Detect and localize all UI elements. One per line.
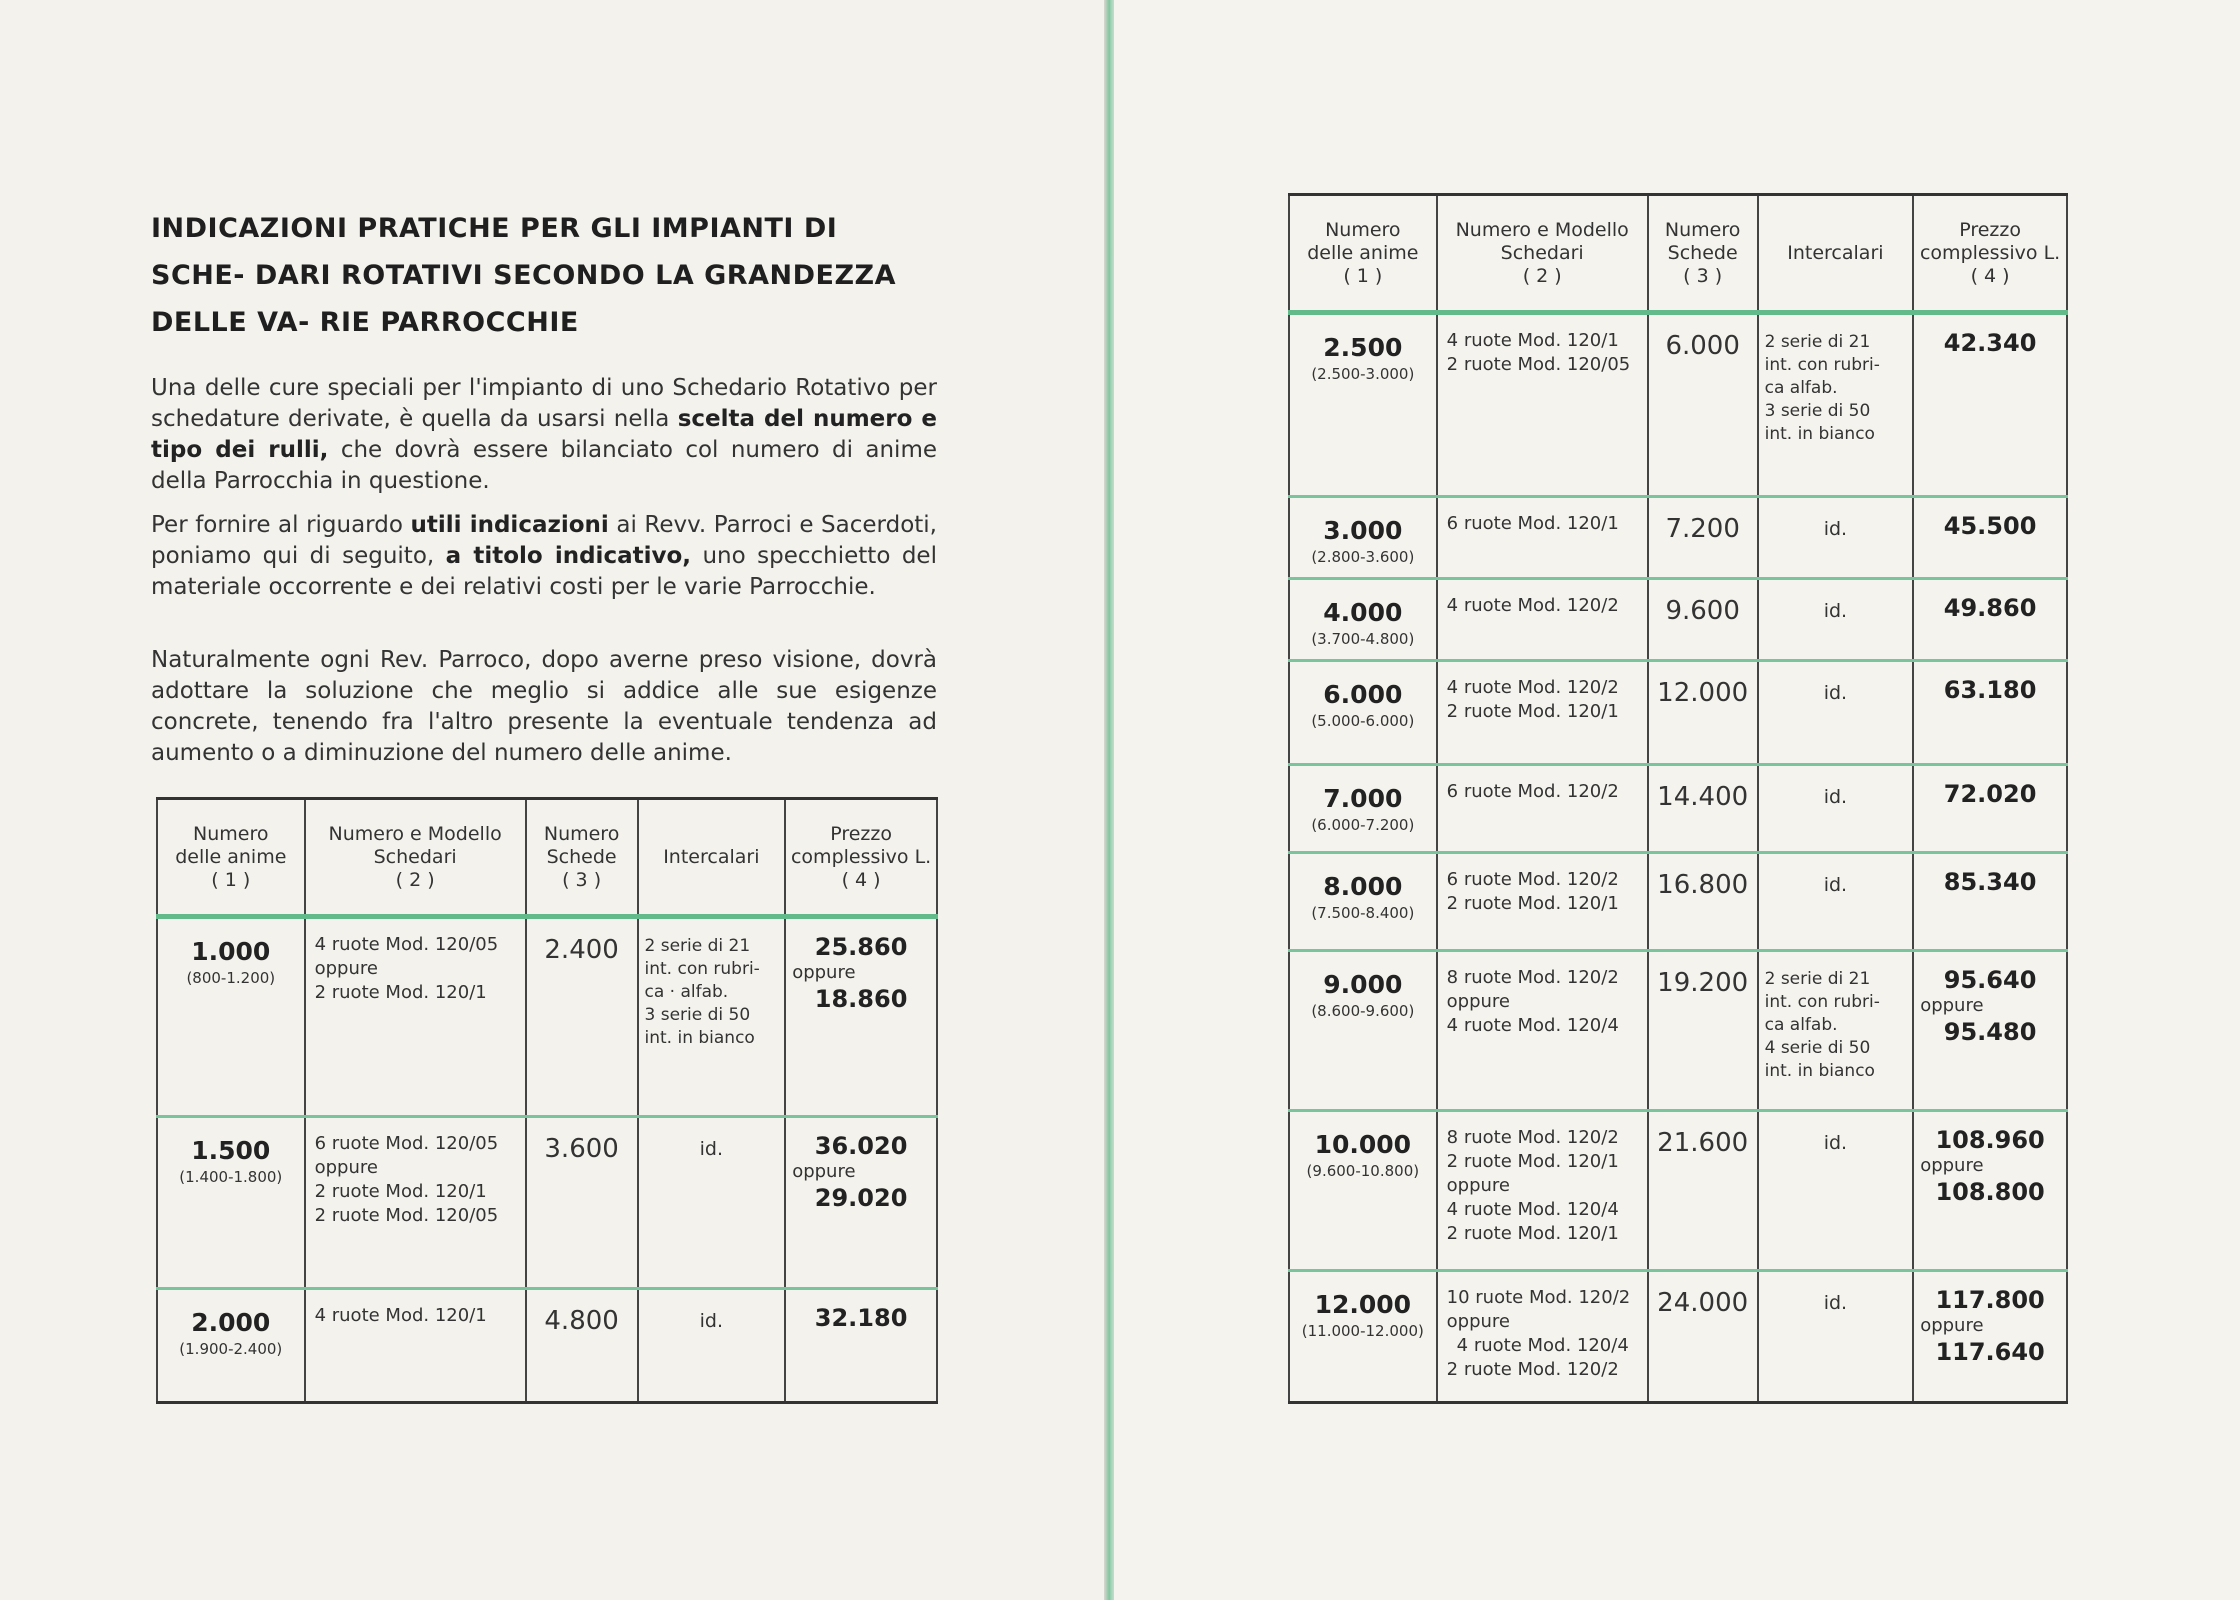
- table-row: [1289, 1271, 2067, 1403]
- schede-cell: [1648, 951, 1758, 1111]
- table-row: [157, 1289, 937, 1403]
- anime-cell: [1289, 951, 1437, 1111]
- schedari-line: 2 ruote Mod. 120/1: [1446, 1223, 1619, 1244]
- prezzo-cell: [785, 1289, 937, 1403]
- schedari-line: 2 ruote Mod. 120/1: [1446, 893, 1619, 914]
- schedari-line: 2 ruote Mod. 120/05: [1446, 354, 1631, 375]
- intercalari-id: id.: [1823, 682, 1848, 704]
- anime-cell: [1289, 853, 1437, 951]
- anime-count: 1.000: [191, 937, 271, 966]
- prezzo-cell: [1913, 765, 2067, 853]
- intercalari-line: 2 serie di 21: [1764, 332, 1871, 352]
- paragraph-3: Naturalmente ogni Rev. Parroco, dopo averne preso visione, dovrà adottare la soluzione che meglio si addice alle sue esigenze concrete, tenendo fra l'altro presente la eventuale tendenza ad aumento o a diminuzione del numero delle anime.: [151, 647, 937, 766]
- price-value: 25.860: [814, 933, 908, 961]
- anime-cell: [1289, 765, 1437, 853]
- anime-cell: [157, 1289, 305, 1403]
- intercalari-line: int. con rubri-: [644, 959, 760, 979]
- header-schedari: Numero e Modello Schedari ( 2 ): [1437, 195, 1648, 313]
- price-value: 63.180: [1943, 676, 2037, 704]
- schede-cell: [1648, 1271, 1758, 1403]
- schedari-line: 2 ruote Mod. 120/1: [1446, 701, 1619, 722]
- table-row: [157, 1117, 937, 1289]
- table-row: [1289, 497, 2067, 579]
- anime-range: (9.600-10.800): [1306, 1162, 1420, 1180]
- anime-count: 2.500: [1323, 333, 1403, 362]
- table-row: [157, 917, 937, 1117]
- table-row: [1289, 579, 2067, 661]
- header-prezzo: Prezzo complessivo L. ( 4 ): [785, 799, 937, 917]
- intercalari-cell: [1758, 579, 1914, 661]
- intercalari-line: ca alfab.: [1764, 1015, 1838, 1035]
- schedari-line: 4 ruote Mod. 120/4: [1456, 1335, 1629, 1356]
- anime-range: (1.900-2.400): [179, 1340, 283, 1358]
- schedari-line: 6 ruote Mod. 120/2: [1446, 869, 1619, 890]
- right-page: [1114, 0, 2240, 1600]
- schedari-cell: [1437, 1271, 1648, 1403]
- price-value: 32.180: [814, 1304, 908, 1332]
- intercalari-line: int. con rubri-: [1764, 992, 1880, 1012]
- schede-cell: [1648, 579, 1758, 661]
- schedari-cell: [1437, 579, 1648, 661]
- prezzo-cell: [785, 917, 937, 1117]
- header-prezzo: Prezzo complessivo L. ( 4 ): [1913, 195, 2067, 313]
- price-alt-value: 108.800: [1935, 1178, 2045, 1206]
- intercalari-cell: [1758, 765, 1914, 853]
- p2-bold-1: utili indicazioni: [410, 512, 609, 538]
- schede-cell: [526, 1289, 638, 1403]
- prezzo-cell: [1913, 951, 2067, 1111]
- intercalari-line: int. in bianco: [1764, 1061, 1875, 1081]
- schede-count: 21.600: [1657, 1128, 1749, 1158]
- price-oppure: oppure: [792, 1161, 856, 1182]
- schedari-line: 4 ruote Mod. 120/1: [1446, 330, 1619, 351]
- schedari-cell: [305, 1117, 526, 1289]
- schedari-line: oppure: [1446, 991, 1510, 1012]
- schede-cell: [1648, 497, 1758, 579]
- schede-cell: [1648, 765, 1758, 853]
- table-row: [1289, 1111, 2067, 1271]
- prezzo-cell: [1913, 661, 2067, 765]
- table-row: [1289, 313, 2067, 497]
- schedari-cell: [1437, 951, 1648, 1111]
- schede-cell: [1648, 661, 1758, 765]
- header-anime: Numero delle anime ( 1 ): [157, 799, 305, 917]
- intercalari-cell: [1758, 1271, 1914, 1403]
- schede-count: 2.400: [544, 935, 619, 965]
- price-alt-value: 29.020: [814, 1184, 908, 1212]
- anime-cell: [157, 917, 305, 1117]
- right-price-table: [1288, 193, 2068, 1404]
- price-value: 117.800: [1935, 1286, 2045, 1314]
- intercalari-cell: [1758, 951, 1914, 1111]
- intercalari-cell: [1758, 313, 1914, 497]
- prezzo-cell: [1913, 313, 2067, 497]
- anime-range: (5.000-6.000): [1311, 712, 1415, 730]
- intercalari-id: id.: [1823, 1292, 1848, 1314]
- anime-count: 4.000: [1323, 598, 1403, 627]
- header-anime: Numero delle anime ( 1 ): [1289, 195, 1437, 313]
- anime-range: (2.500-3.000): [1311, 365, 1415, 383]
- intercalari-line: 2 serie di 21: [644, 936, 751, 956]
- schede-cell: [1648, 1111, 1758, 1271]
- schede-count: 14.400: [1657, 782, 1749, 812]
- intercalari-id: id.: [1823, 518, 1848, 540]
- anime-cell: [1289, 1111, 1437, 1271]
- anime-range: (1.400-1.800): [179, 1168, 283, 1186]
- schede-count: 16.800: [1657, 870, 1749, 900]
- table-row: [1289, 765, 2067, 853]
- p2-text-c: ai Revv. Parroci e Sacerdoti, poniamo qui di seguito,: [151, 512, 937, 569]
- p1-text-a: Una delle cure speciali per l'impianto di uno Schedario Rotativo per schedature derivate, è quella da usarsi nella: [151, 375, 937, 432]
- schede-cell: [1648, 313, 1758, 497]
- prezzo-cell: [1913, 579, 2067, 661]
- left-price-table: [156, 797, 938, 1404]
- schedari-line: 2 ruote Mod. 120/1: [1446, 1151, 1619, 1172]
- p2-bold-2: a titolo indicativo,: [445, 543, 692, 569]
- intercalari-cell: [638, 1117, 786, 1289]
- schede-cell: [526, 1117, 638, 1289]
- prezzo-cell: [1913, 1271, 2067, 1403]
- schede-count: 24.000: [1657, 1288, 1749, 1318]
- anime-cell: [1289, 497, 1437, 579]
- intercalari-line: 3 serie di 50: [1764, 401, 1871, 421]
- intercalari-id: id.: [1823, 600, 1848, 622]
- anime-count: 7.000: [1323, 784, 1403, 813]
- anime-cell: [157, 1117, 305, 1289]
- schedari-line: 4 ruote Mod. 120/4: [1446, 1199, 1619, 1220]
- schedari-line: 10 ruote Mod. 120/2: [1446, 1287, 1631, 1308]
- schede-cell: [1648, 853, 1758, 951]
- header-schedari: Numero e Modello Schedari ( 2 ): [305, 799, 526, 917]
- page-title: INDICAZIONI PRATICHE PER GLI IMPIANTI DI SCHE- DARI ROTATIVI SECONDO LA GRANDEZZA DELLE VA- RIE PARROCCHIE: [151, 213, 896, 338]
- intercalari-line: int. con rubri-: [1764, 355, 1880, 375]
- anime-count: 2.000: [191, 1308, 271, 1337]
- anime-count: 8.000: [1323, 872, 1403, 901]
- schede-count: 6.000: [1665, 331, 1740, 361]
- price-oppure: oppure: [1920, 1155, 1984, 1176]
- price-alt-value: 18.860: [814, 985, 908, 1013]
- price-alt-value: 95.480: [1943, 1018, 2037, 1046]
- anime-range: (7.500-8.400): [1311, 904, 1415, 922]
- intercalari-line: int. in bianco: [644, 1028, 755, 1048]
- intercalari-id: id.: [699, 1310, 724, 1332]
- schedari-line: 2 ruote Mod. 120/2: [1446, 1359, 1619, 1380]
- anime-cell: [1289, 661, 1437, 765]
- schedari-line: 2 ruote Mod. 120/1: [314, 1181, 487, 1202]
- intercalari-cell: [1758, 661, 1914, 765]
- price-value: 45.500: [1943, 512, 2037, 540]
- prezzo-cell: [1913, 853, 2067, 951]
- anime-count: 9.000: [1323, 970, 1403, 999]
- intercalari-cell: [1758, 497, 1914, 579]
- intercalari-cell: [1758, 1111, 1914, 1271]
- table-row: [1289, 951, 2067, 1111]
- price-value: 95.640: [1943, 966, 2037, 994]
- schedari-line: 4 ruote Mod. 120/2: [1446, 595, 1619, 616]
- schedari-line: 8 ruote Mod. 120/2: [1446, 1127, 1619, 1148]
- intercalari-id: id.: [1823, 786, 1848, 808]
- schede-count: 4.800: [544, 1306, 619, 1336]
- anime-count: 3.000: [1323, 516, 1403, 545]
- schedari-cell: [1437, 497, 1648, 579]
- header-schede: Numero Schede ( 3 ): [1648, 195, 1758, 313]
- schede-count: 9.600: [1665, 596, 1740, 626]
- anime-count: 10.000: [1314, 1130, 1412, 1159]
- p1-bold: scelta del numero e tipo dei rulli,: [151, 406, 937, 463]
- schedari-cell: [305, 917, 526, 1117]
- schedari-cell: [305, 1289, 526, 1403]
- schedari-cell: [1437, 853, 1648, 951]
- intercalari-line: 3 serie di 50: [644, 1005, 751, 1025]
- price-alt-value: 117.640: [1935, 1338, 2045, 1366]
- anime-range: (800-1.200): [186, 969, 276, 987]
- schedari-line: 4 ruote Mod. 120/4: [1446, 1015, 1619, 1036]
- price-value: 36.020: [814, 1132, 908, 1160]
- schedari-line: 6 ruote Mod. 120/1: [1446, 513, 1619, 534]
- intercalari-id: id.: [1823, 1132, 1848, 1154]
- schedari-line: 4 ruote Mod. 120/05: [314, 934, 499, 955]
- schedari-line: 2 ruote Mod. 120/1: [314, 982, 487, 1003]
- table-row: [1289, 661, 2067, 765]
- schede-count: 3.600: [544, 1134, 619, 1164]
- prezzo-cell: [1913, 497, 2067, 579]
- intercalari-id: id.: [699, 1138, 724, 1160]
- schedari-cell: [1437, 661, 1648, 765]
- table-row: [1289, 853, 2067, 951]
- anime-range: (6.000-7.200): [1311, 816, 1415, 834]
- price-oppure: oppure: [792, 962, 856, 983]
- price-value: 42.340: [1943, 329, 2037, 357]
- header-intercalari: Intercalari: [1758, 195, 1914, 313]
- anime-range: (8.600-9.600): [1311, 1002, 1415, 1020]
- schede-count: 12.000: [1657, 678, 1749, 708]
- intercalari-cell: [638, 1289, 786, 1403]
- intercalari-cell: [638, 917, 786, 1117]
- intercalari-line: 4 serie di 50: [1764, 1038, 1871, 1058]
- anime-range: (11.000-12.000): [1301, 1322, 1424, 1340]
- schedari-line: 8 ruote Mod. 120/2: [1446, 967, 1619, 988]
- anime-cell: [1289, 313, 1437, 497]
- paragraph-2: [151, 510, 937, 603]
- p2-text-a: Per fornire al riguardo: [151, 512, 411, 538]
- schede-cell: [526, 917, 638, 1117]
- price-oppure: oppure: [1920, 995, 1984, 1016]
- schedari-line: 4 ruote Mod. 120/2: [1446, 677, 1619, 698]
- schedari-line: oppure: [1446, 1311, 1510, 1332]
- price-oppure: oppure: [1920, 1315, 1984, 1336]
- p2-text-e: uno specchietto del materiale occorrente e dei relativi costi per le varie Parrocchie.: [151, 543, 937, 600]
- intercalari-line: ca · alfab.: [644, 982, 729, 1002]
- header-schede: Numero Schede ( 3 ): [526, 799, 638, 917]
- intercalari-cell: [1758, 853, 1914, 951]
- intercalari-line: 2 serie di 21: [1764, 969, 1871, 989]
- intercalari-line: ca alfab.: [1764, 378, 1838, 398]
- schedari-line: oppure: [314, 1157, 378, 1178]
- left-page: [0, 0, 1108, 1600]
- schedari-cell: [1437, 313, 1648, 497]
- anime-range: (2.800-3.600): [1311, 548, 1415, 566]
- anime-range: (3.700-4.800): [1311, 630, 1415, 648]
- anime-cell: [1289, 1271, 1437, 1403]
- schede-count: 19.200: [1657, 968, 1749, 998]
- header-intercalari: Intercalari: [638, 799, 786, 917]
- anime-count: 6.000: [1323, 680, 1403, 709]
- schedari-cell: [1437, 765, 1648, 853]
- schede-count: 7.200: [1665, 514, 1740, 544]
- intercalari-line: int. in bianco: [1764, 424, 1875, 444]
- prezzo-cell: [1913, 1111, 2067, 1271]
- anime-count: 12.000: [1314, 1290, 1412, 1319]
- prezzo-cell: [785, 1117, 937, 1289]
- schedari-line: 6 ruote Mod. 120/2: [1446, 781, 1619, 802]
- paragraph-1: [151, 373, 937, 497]
- price-value: 72.020: [1943, 780, 2037, 808]
- price-value: 108.960: [1935, 1126, 2045, 1154]
- schedari-line: oppure: [1446, 1175, 1510, 1196]
- schedari-line: 2 ruote Mod. 120/05: [314, 1205, 499, 1226]
- price-value: 85.340: [1943, 868, 2037, 896]
- price-value: 49.860: [1943, 594, 2037, 622]
- p1-text-c: che dovrà essere bilanciato col numero di anime della Parrocchia in questione.: [151, 437, 938, 494]
- schedari-line: oppure: [314, 958, 378, 979]
- schedari-line: 4 ruote Mod. 120/1: [314, 1305, 487, 1326]
- schedari-line: 6 ruote Mod. 120/05: [314, 1133, 499, 1154]
- intercalari-id: id.: [1823, 874, 1848, 896]
- schedari-cell: [1437, 1111, 1648, 1271]
- anime-count: 1.500: [191, 1136, 271, 1165]
- anime-cell: [1289, 579, 1437, 661]
